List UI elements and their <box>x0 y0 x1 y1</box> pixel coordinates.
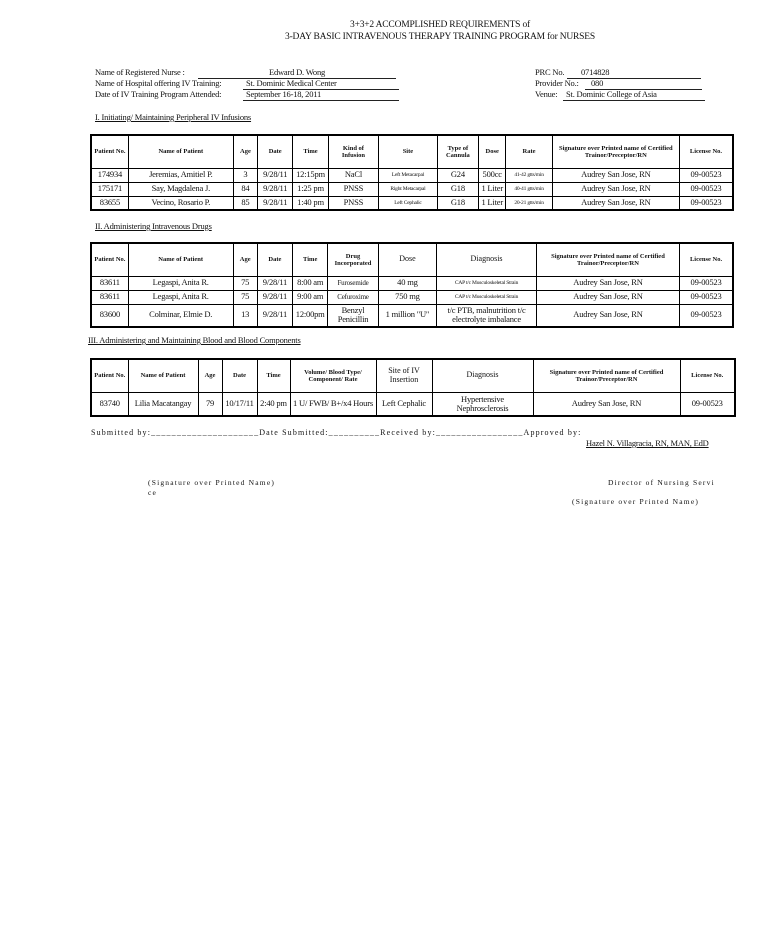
infusion-kind: PNSS <box>328 196 378 210</box>
col-header: Patient No. <box>91 243 128 276</box>
age: 79 <box>198 392 222 416</box>
patient-name: Lilia Macatangay <box>128 392 198 416</box>
patient-no: 83655 <box>91 196 128 210</box>
age: 75 <box>233 290 257 304</box>
training-date-value: September 16-18, 2011 <box>243 90 399 101</box>
dose: 1 Liter <box>479 182 506 196</box>
patient-no: 83740 <box>91 392 128 416</box>
infusion-kind: NaCl <box>328 168 378 182</box>
diagnosis: CAP t/c Musculoskeletal Strain <box>437 276 537 290</box>
drug: Benzyl Penicillin <box>328 304 378 327</box>
col-header: Date <box>257 243 292 276</box>
col-header: Type of Cannula <box>437 135 478 168</box>
signature-label-left-cont: ce <box>148 488 158 497</box>
dose: 1 Liter <box>479 196 506 210</box>
training-date-label: Date of IV Training Program Attended: <box>95 89 222 99</box>
rate: 40-41 gtts/min <box>506 182 552 196</box>
patient-name: Vecino, Rosario P. <box>128 196 233 210</box>
date: 10/17/11 <box>222 392 257 416</box>
patient-no: 174934 <box>91 168 128 182</box>
signature: Audrey San Jose, RN <box>533 392 680 416</box>
col-header: Name of Patient <box>128 135 233 168</box>
col-header: Diagnosis <box>437 243 537 276</box>
age: 75 <box>233 276 257 290</box>
nurse-name-value: Edward D. Wong <box>198 68 396 79</box>
table-row <box>91 392 735 416</box>
table-row <box>91 304 733 327</box>
diagnosis: t/c PTB, malnutrition t/c electrolyte imbalance <box>437 304 537 327</box>
patient-no: 83611 <box>91 290 128 304</box>
date: 9/28/11 <box>257 304 292 327</box>
license-no: 09-00523 <box>679 182 733 196</box>
age: 3 <box>233 168 257 182</box>
time: 1:40 pm <box>293 196 328 210</box>
patient-name: Say, Magdalena J. <box>128 182 233 196</box>
col-header: Signature over Printed name of Certified Trainor/Preceptor/RN <box>533 359 680 392</box>
signature-label-left: (Signature over Printed Name) <box>148 478 276 487</box>
approver-name: Hazel N. Villagracia, RN, MAN, EdD <box>586 438 709 448</box>
col-header: Time <box>293 243 328 276</box>
dose: 1 million "U" <box>378 304 436 327</box>
cannula: G18 <box>437 182 478 196</box>
venue-value: St. Dominic College of Asia <box>563 90 705 101</box>
section3-title: III. Administering and Maintaining Blood and Blood Components <box>88 335 301 345</box>
patient-no: 83611 <box>91 276 128 290</box>
patient-name: Legaspi, Anita R. <box>128 276 233 290</box>
time: 9:00 am <box>293 290 328 304</box>
license-no: 09-00523 <box>680 290 733 304</box>
cannula: G18 <box>437 196 478 210</box>
time: 2:40 pm <box>257 392 290 416</box>
director-title: Director of Nursing Servi <box>608 479 715 487</box>
col-header: Age <box>233 243 257 276</box>
date: 9/28/11 <box>257 276 292 290</box>
drug: Cefuroxime <box>328 290 378 304</box>
patient-name: Colminar, Elmie D. <box>128 304 233 327</box>
col-header: Drug Incorporated <box>328 243 378 276</box>
table-row <box>91 290 733 304</box>
nurse-name-label: Name of Registered Nurse : <box>95 67 185 77</box>
section2-title: II. Administering Intravenous Drugs <box>95 221 212 231</box>
col-header: Time <box>293 135 328 168</box>
signature-label-right: (Signature over Printed Name) <box>572 497 700 506</box>
col-header: Patient No. <box>91 135 128 168</box>
prc-label: PRC No. <box>535 67 565 77</box>
signature: Audrey San Jose, RN <box>552 196 679 210</box>
site: Left Cephalic <box>379 196 438 210</box>
document-title-line1: 3+3+2 ACCOMPLISHED REQUIREMENTS of <box>350 20 530 30</box>
col-header: Signature over Printed name of Certified Trainor/Preceptor/RN <box>552 135 679 168</box>
table-row <box>91 276 733 290</box>
signature: Audrey San Jose, RN <box>552 168 679 182</box>
time: 8:00 am <box>293 276 328 290</box>
col-header: License No. <box>680 359 735 392</box>
col-header: Kind of Infusion <box>328 135 378 168</box>
document-title-line2: 3-DAY BASIC INTRAVENOUS THERAPY TRAINING PROGRAM for NURSES <box>285 32 595 42</box>
col-header: License No. <box>680 243 733 276</box>
date: 9/28/11 <box>258 196 293 210</box>
section1-title: I. Initiating/ Maintaining Peripheral IV Infusions <box>95 112 252 122</box>
venue-label: Venue: <box>535 89 558 99</box>
table-row <box>91 182 733 196</box>
date: 9/28/11 <box>258 182 293 196</box>
hospital-value: St. Dominic Medical Center <box>243 79 399 90</box>
patient-name: Legaspi, Anita R. <box>128 290 233 304</box>
volume-blood-type: 1 U/ FWB/ B+/x4 Hours <box>290 392 376 416</box>
license-no: 09-00523 <box>680 276 733 290</box>
license-no: 09-00523 <box>679 168 733 182</box>
age: 13 <box>233 304 257 327</box>
col-header: Patient No. <box>91 359 128 392</box>
provider-value: 080 <box>585 79 702 90</box>
time: 12:00pm <box>293 304 328 327</box>
col-header: Age <box>198 359 222 392</box>
col-header: Time <box>257 359 290 392</box>
col-header: Rate <box>506 135 552 168</box>
submission-line: Submitted by:_____________________Date Submitted:__________Received by:_________________Approved by: <box>91 428 582 437</box>
patient-name: Jeremias, Amitiel P. <box>128 168 233 182</box>
infusion-kind: PNSS <box>328 182 378 196</box>
patient-no: 175171 <box>91 182 128 196</box>
col-header: Age <box>233 135 257 168</box>
iv-site: Left Cephalic <box>376 392 432 416</box>
license-no: 09-00523 <box>680 304 733 327</box>
hospital-label: Name of Hospital offering IV Training: <box>95 78 222 88</box>
table-row <box>91 196 733 210</box>
signature: Audrey San Jose, RN <box>536 276 679 290</box>
col-header: License No. <box>679 135 733 168</box>
drug: Furosemide <box>328 276 378 290</box>
col-header: Name of Patient <box>128 243 233 276</box>
site: Right Metacarpal <box>379 182 438 196</box>
col-header: Diagnosis <box>432 359 533 392</box>
signature: Audrey San Jose, RN <box>552 182 679 196</box>
rate: 20-21 gtts/min <box>506 196 552 210</box>
infusions-table <box>90 134 734 211</box>
col-header: Signature over Printed name of Certified Trainor/Preceptor/RN <box>536 243 679 276</box>
rate: 41-42 gtts/min <box>506 168 552 182</box>
col-header: Date <box>222 359 257 392</box>
signature: Audrey San Jose, RN <box>536 290 679 304</box>
provider-label: Provider No.: <box>535 78 579 88</box>
signature: Audrey San Jose, RN <box>536 304 679 327</box>
dose: 500cc <box>479 168 506 182</box>
time: 12:15pm <box>293 168 328 182</box>
col-header: Date <box>258 135 293 168</box>
col-header: Volume/ Blood Type/ Component/ Rate <box>290 359 376 392</box>
diagnosis: Hypertensive Nephrosclerosis <box>432 392 533 416</box>
prc-value: 0714828 <box>567 68 701 79</box>
col-header: Dose <box>378 243 436 276</box>
license-no: 09-00523 <box>680 392 735 416</box>
site: Left Metacarpal <box>379 168 438 182</box>
cannula: G24 <box>437 168 478 182</box>
iv-drugs-table <box>90 242 734 328</box>
table-row <box>91 168 733 182</box>
time: 1:25 pm <box>293 182 328 196</box>
dose: 750 mg <box>378 290 436 304</box>
age: 84 <box>233 182 257 196</box>
date: 9/28/11 <box>258 168 293 182</box>
col-header: Site of IV Insertion <box>376 359 432 392</box>
diagnosis: CAP t/c Musculoskeletal Strain <box>437 290 537 304</box>
patient-no: 83600 <box>91 304 128 327</box>
col-header: Name of Patient <box>128 359 198 392</box>
age: 85 <box>233 196 257 210</box>
license-no: 09-00523 <box>679 196 733 210</box>
col-header: Site <box>379 135 438 168</box>
date: 9/28/11 <box>257 290 292 304</box>
blood-components-table <box>90 358 736 417</box>
col-header: Dose <box>479 135 506 168</box>
dose: 40 mg <box>378 276 436 290</box>
